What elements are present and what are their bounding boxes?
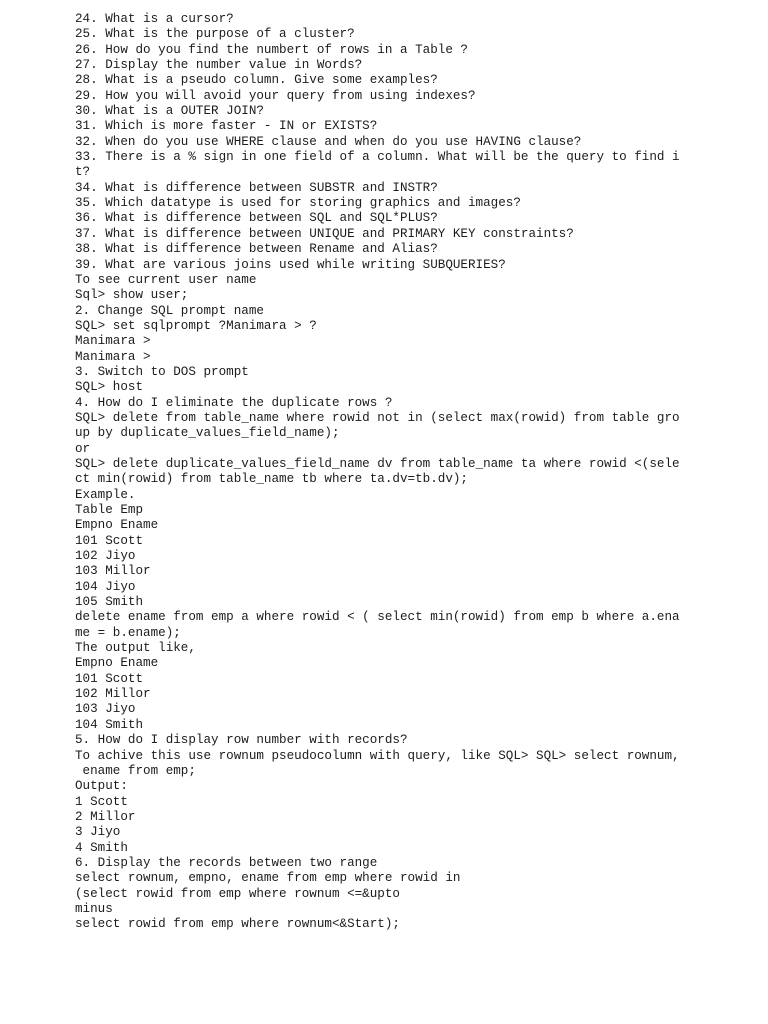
text-line: 102 Millor xyxy=(75,687,151,702)
text-line: To see current user name xyxy=(75,272,257,287)
text-line: The output like, xyxy=(75,641,196,656)
text-line: 34. What is difference between SUBSTR and INSTR? xyxy=(75,180,438,195)
text-line: up by duplicate_values_field_name); xyxy=(75,426,340,441)
text-line: 25. What is the purpose of a cluster? xyxy=(75,27,355,42)
text-line: or xyxy=(75,441,91,456)
text-line: 30. What is a OUTER JOIN? xyxy=(75,104,264,119)
text-line: Sql> show user; xyxy=(75,288,189,303)
text-line: 31. Which is more faster - IN or EXISTS? xyxy=(75,119,378,134)
text-line: select rownum, empno, ename from emp where rowid in xyxy=(75,871,461,886)
text-line: ename from emp; xyxy=(75,763,196,778)
text-line: 38. What is difference between Rename and Alias? xyxy=(75,242,438,257)
text-line: 103 Jiyo xyxy=(75,702,136,717)
text-line: 3. Switch to DOS prompt xyxy=(75,364,249,379)
text-line: Table Emp xyxy=(75,503,144,517)
text-line: 33. There is a % sign in one field of a column. What will be the query to find i xyxy=(75,150,680,165)
text-line: 101 Scott xyxy=(75,533,144,548)
text-line: Manimara > xyxy=(75,349,151,364)
text-line: Empno Ename xyxy=(75,656,159,671)
text-line: 102 Jiyo xyxy=(75,549,136,564)
text-line: 5. How do I display row number with records? xyxy=(75,733,408,748)
text-line: 2. Change SQL prompt name xyxy=(75,303,264,318)
text-line: ct min(rowid) from table_name tb where ta.dv=tb.dv); xyxy=(75,472,468,487)
text-line: SQL> delete duplicate_values_field_name dv from table_name ta where rowid <(sele xyxy=(75,456,680,471)
text-line: 35. Which datatype is used for storing graphics and images? xyxy=(75,196,521,211)
text-line: (select rowid from emp where rownum <=&upto xyxy=(75,886,400,901)
text-line: 6. Display the records between two range xyxy=(75,855,378,870)
text-line: 2 Millor xyxy=(75,809,136,824)
text-line: 101 Scott xyxy=(75,671,144,686)
text-line: SQL> set sqlprompt ?Manimara > ? xyxy=(75,318,317,333)
text-line: Example. xyxy=(75,487,136,502)
text-line: 27. Display the number value in Words? xyxy=(75,58,363,73)
text-line: 3 Jiyo xyxy=(75,825,121,840)
text-line: 4 Smith xyxy=(75,840,128,855)
text-line: 105 Smith xyxy=(75,595,144,610)
text-line: 1 Scott xyxy=(75,794,128,809)
text-line: To achive this use rownum pseudocolumn with query, like SQL> SQL> select rownum, xyxy=(75,748,680,763)
text-line: 26. How do you find the numbert of rows in a Table ? xyxy=(75,42,468,57)
text-line: select rowid from emp where rownum<&Start); xyxy=(75,917,400,932)
text-line: 103 Millor xyxy=(75,564,151,579)
text-line: delete ename from emp a where rowid < ( select min(rowid) from emp b where a.ena xyxy=(75,610,680,625)
text-line: me = b.ename); xyxy=(75,625,181,640)
text-line: 104 Jiyo xyxy=(75,579,136,594)
text-line: minus xyxy=(75,901,113,916)
text-line: 29. How you will avoid your query from using indexes? xyxy=(75,88,476,103)
text-line: 28. What is a pseudo column. Give some examples? xyxy=(75,73,438,88)
text-line: 24. What is a cursor? xyxy=(75,12,234,26)
text-line: 36. What is difference between SQL and SQL*PLUS? xyxy=(75,211,438,226)
text-line: 37. What is difference between UNIQUE and PRIMARY KEY constraints? xyxy=(75,226,574,241)
text-line: Output: xyxy=(75,779,128,794)
text-line: Empno Ename xyxy=(75,518,159,533)
document-text xyxy=(75,12,755,933)
text-line: 104 Smith xyxy=(75,717,144,732)
text-line: 39. What are various joins used while writing SUBQUERIES? xyxy=(75,257,506,272)
text-line: 4. How do I eliminate the duplicate rows ? xyxy=(75,395,393,410)
text-line: t? xyxy=(75,165,91,180)
text-line: SQL> host xyxy=(75,380,144,395)
text-line: 32. When do you use WHERE clause and when do you use HAVING clause? xyxy=(75,134,582,149)
text-line: Manimara > xyxy=(75,334,151,349)
text-line: SQL> delete from table_name where rowid not in (select max(rowid) from table gro xyxy=(75,410,680,425)
